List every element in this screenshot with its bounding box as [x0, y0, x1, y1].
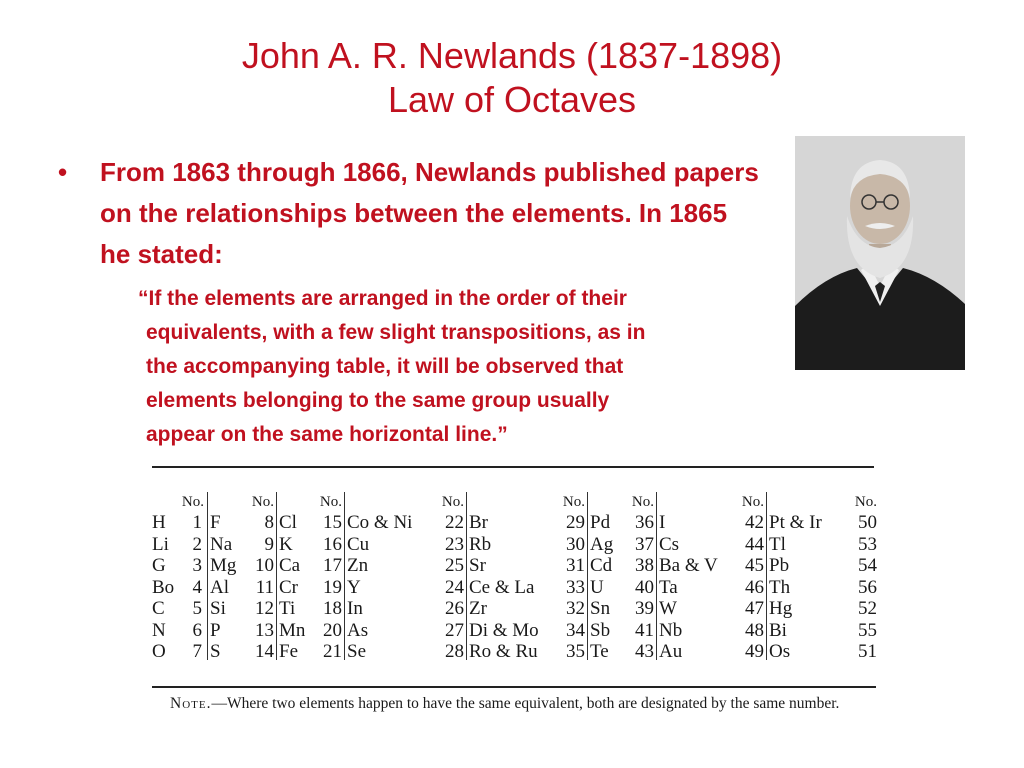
element-number: 43 — [635, 641, 654, 662]
element-number: 22 — [445, 512, 464, 533]
table-row — [279, 555, 342, 577]
element-symbol: Tl — [769, 533, 786, 555]
element-symbol: S — [210, 641, 221, 662]
element-symbol: Cl — [279, 512, 297, 533]
table-row — [590, 577, 654, 599]
table-row — [210, 577, 274, 599]
element-symbol: Cs — [659, 533, 680, 555]
table-row — [769, 555, 877, 577]
note-label: Note. — [170, 695, 212, 712]
element-symbol: As — [347, 619, 369, 641]
element-number: 34 — [566, 619, 585, 641]
element-symbol: Sb — [590, 619, 611, 641]
quote-line: the accompanying table, it will be observed that — [146, 355, 624, 378]
element-symbol: G — [152, 555, 166, 576]
element-number: 55 — [858, 619, 877, 641]
table-row — [347, 512, 464, 534]
element-number: 1 — [192, 512, 202, 533]
element-number: 19 — [323, 576, 342, 598]
table-row — [347, 598, 464, 620]
element-number: 56 — [858, 576, 877, 598]
element-number: 8 — [264, 512, 274, 533]
title-line-1: John A. R. Newlands (1837-1898) — [241, 35, 783, 76]
no-header: No. — [741, 494, 764, 510]
table-column — [590, 492, 654, 663]
table-row — [769, 512, 877, 534]
element-symbol: Pb — [769, 555, 790, 576]
table-row — [469, 620, 585, 642]
element-symbol: Rb — [469, 533, 492, 555]
element-symbol: Zr — [469, 598, 487, 619]
element-symbol: Nb — [659, 619, 683, 641]
title-line-2: Law of Octaves — [387, 79, 637, 120]
element-number: 11 — [255, 576, 274, 598]
element-symbol: Ag — [590, 533, 614, 555]
column-divider — [656, 492, 657, 660]
element-symbol: N — [152, 619, 166, 641]
element-symbol: C — [152, 598, 165, 619]
element-symbol: K — [279, 533, 293, 555]
element-number: 30 — [566, 533, 585, 555]
column-divider — [344, 492, 345, 660]
element-symbol: P — [210, 619, 221, 641]
element-number: 54 — [858, 555, 877, 576]
table-row — [469, 598, 585, 620]
element-symbol: Y — [347, 576, 361, 598]
table-row — [659, 555, 764, 577]
element-number: 49 — [745, 641, 764, 662]
element-number: 10 — [255, 555, 274, 576]
element-number: 4 — [192, 576, 202, 598]
table-top-rule — [152, 466, 874, 468]
table-row — [590, 534, 654, 556]
element-number: 41 — [635, 619, 654, 641]
element-symbol: Al — [210, 576, 229, 598]
table-row — [590, 598, 654, 620]
slide-title — [0, 34, 1024, 122]
element-symbol: Si — [210, 598, 226, 619]
column-divider — [466, 492, 467, 660]
element-number: 3 — [192, 555, 202, 576]
table-row — [152, 577, 204, 599]
element-number: 50 — [858, 512, 877, 533]
table-column — [769, 492, 877, 663]
table-row — [659, 534, 764, 556]
element-symbol: Li — [152, 533, 169, 555]
table-column — [347, 492, 464, 663]
element-number: 42 — [745, 512, 764, 533]
quote-line: equivalents, with a few slight transpositions, as in — [146, 321, 646, 344]
no-header: No. — [854, 494, 877, 510]
table-row — [769, 577, 877, 599]
portrait-photo-icon — [795, 136, 965, 370]
element-number: 26 — [445, 598, 464, 619]
no-header: No. — [181, 494, 204, 510]
element-symbol: Bi — [769, 619, 787, 641]
element-number: 44 — [745, 533, 764, 555]
element-symbol: Mg — [210, 555, 237, 576]
element-symbol: Br — [469, 512, 488, 533]
element-number: 28 — [445, 641, 464, 662]
element-number: 14 — [255, 641, 274, 662]
element-number: 31 — [566, 555, 585, 576]
element-number: 23 — [445, 533, 464, 555]
element-symbol: Cu — [347, 533, 370, 555]
table-column — [659, 492, 764, 663]
element-number: 25 — [445, 555, 464, 576]
element-number: 21 — [323, 641, 342, 662]
element-symbol: Hg — [769, 598, 793, 619]
table-row — [590, 512, 654, 534]
element-symbol: Ta — [659, 576, 678, 598]
table-row — [210, 555, 274, 577]
table-row — [469, 534, 585, 556]
element-symbol: Se — [347, 641, 366, 662]
table-row — [659, 598, 764, 620]
element-symbol: Pd — [590, 512, 611, 533]
element-symbol: Cr — [279, 576, 298, 598]
element-symbol: Ro & Ru — [469, 641, 538, 662]
element-number: 18 — [323, 598, 342, 619]
element-number: 45 — [745, 555, 764, 576]
table-column — [152, 492, 204, 663]
element-number: 20 — [323, 619, 342, 641]
table-row — [279, 620, 342, 642]
table-row — [769, 534, 877, 556]
quote-line: elements belonging to the same group usually — [146, 389, 610, 412]
no-header: No. — [441, 494, 464, 510]
quote-line: appear on the same horizontal line.” — [146, 423, 508, 446]
element-symbol: Ce & La — [469, 576, 535, 598]
element-number: 6 — [192, 619, 202, 641]
element-symbol: H — [152, 512, 166, 533]
table-column — [469, 492, 585, 663]
element-symbol: Na — [210, 533, 233, 555]
element-symbol: Os — [769, 641, 791, 662]
element-symbol: Ca — [279, 555, 301, 576]
table-row — [152, 534, 204, 556]
element-number: 52 — [858, 598, 877, 619]
element-number: 27 — [445, 619, 464, 641]
table-row — [152, 620, 204, 642]
bullet-text: From 1863 through 1866, Newlands published papers on the relationships between the elements. In 1865 he stated: — [100, 157, 759, 269]
element-symbol: Sn — [590, 598, 611, 619]
table-row — [210, 620, 274, 642]
column-divider — [276, 492, 277, 660]
element-symbol: W — [659, 598, 677, 619]
table-row — [152, 598, 204, 620]
element-symbol: Sr — [469, 555, 486, 576]
table-row — [659, 577, 764, 599]
table-row — [347, 620, 464, 642]
newlands-quote — [138, 282, 738, 452]
element-number: 47 — [745, 598, 764, 619]
element-symbol: Th — [769, 576, 791, 598]
element-symbol: O — [152, 641, 166, 662]
table-row — [659, 620, 764, 642]
element-symbol: Zn — [347, 555, 369, 576]
no-header: No. — [319, 494, 342, 510]
element-number: 24 — [445, 576, 464, 598]
element-number: 38 — [635, 555, 654, 576]
table-row — [152, 641, 204, 663]
table-note — [170, 694, 870, 713]
table-row — [347, 577, 464, 599]
bullet-icon: • — [58, 157, 68, 187]
element-number: 51 — [858, 641, 877, 662]
element-number: 17 — [323, 555, 342, 576]
element-number: 46 — [745, 576, 764, 598]
element-number: 5 — [192, 598, 202, 619]
element-number: 7 — [192, 641, 202, 662]
table-row — [590, 555, 654, 577]
table-row — [210, 641, 274, 663]
table-row — [769, 620, 877, 642]
element-number: 16 — [323, 533, 342, 555]
quote-line: “If the elements are arranged in the order of their — [138, 287, 627, 310]
element-symbol: Au — [659, 641, 683, 662]
table-row — [279, 598, 342, 620]
table-row — [210, 598, 274, 620]
element-symbol: In — [347, 598, 363, 619]
table-row — [769, 598, 877, 620]
element-number: 33 — [566, 576, 585, 598]
element-symbol: Fe — [279, 641, 298, 662]
table-column — [210, 492, 274, 663]
table-row — [279, 512, 342, 534]
note-text: —Where two elements happen to have the same equivalent, both are designated by the same number. — [211, 695, 840, 712]
table-row — [347, 555, 464, 577]
table-row — [469, 577, 585, 599]
element-number: 12 — [255, 598, 274, 619]
table-row — [469, 555, 585, 577]
table-bottom-rule — [152, 686, 876, 688]
table-row — [659, 512, 764, 534]
element-number: 13 — [255, 619, 274, 641]
element-number: 48 — [745, 619, 764, 641]
column-divider — [766, 492, 767, 660]
element-number: 29 — [566, 512, 585, 533]
table-row — [590, 620, 654, 642]
element-symbol: Bo — [152, 576, 175, 598]
table-row — [347, 641, 464, 663]
element-number: 40 — [635, 576, 654, 598]
table-row — [347, 534, 464, 556]
element-number: 15 — [323, 512, 342, 533]
no-header: No. — [562, 494, 585, 510]
table-row — [279, 641, 342, 663]
element-number: 32 — [566, 598, 585, 619]
table-row — [210, 534, 274, 556]
table-row — [152, 555, 204, 577]
element-symbol: Co & Ni — [347, 512, 413, 533]
element-symbol: F — [210, 512, 221, 533]
no-header: No. — [631, 494, 654, 510]
element-symbol: Ti — [279, 598, 296, 619]
no-header: No. — [251, 494, 274, 510]
table-row — [590, 641, 654, 663]
element-number: 39 — [635, 598, 654, 619]
column-divider — [587, 492, 588, 660]
table-row — [279, 534, 342, 556]
table-column — [279, 492, 342, 663]
table-row — [469, 512, 585, 534]
column-divider — [207, 492, 208, 660]
element-symbol: Te — [590, 641, 609, 662]
table-row — [279, 577, 342, 599]
newlands-portrait-image — [795, 136, 965, 370]
table-row — [769, 641, 877, 663]
element-symbol: Di & Mo — [469, 619, 539, 641]
element-number: 37 — [635, 533, 654, 555]
element-symbol: I — [659, 512, 666, 533]
element-number: 9 — [264, 533, 274, 555]
element-number: 53 — [858, 533, 877, 555]
table-row — [659, 641, 764, 663]
table-row — [469, 641, 585, 663]
element-symbol: Ba & V — [659, 555, 718, 576]
element-number: 36 — [635, 512, 654, 533]
element-symbol: Cd — [590, 555, 613, 576]
table-row — [152, 512, 204, 534]
table-row — [210, 512, 274, 534]
element-symbol: Mn — [279, 619, 306, 641]
element-symbol: U — [590, 576, 604, 598]
element-symbol: Pt & Ir — [769, 512, 822, 533]
element-number: 35 — [566, 641, 585, 662]
element-number: 2 — [192, 533, 202, 555]
